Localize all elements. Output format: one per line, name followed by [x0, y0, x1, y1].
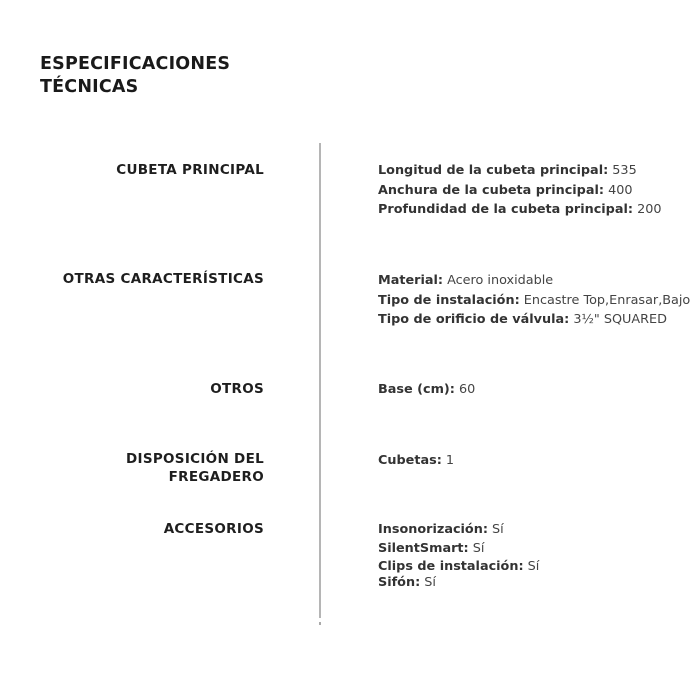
spec-value: Sí [472, 540, 485, 556]
section-label-disposicion-fregadero [126, 450, 264, 486]
spec-row-insonorizacion [378, 521, 539, 540]
vertical-divider [319, 143, 321, 618]
spec-value: 200 [637, 202, 662, 217]
spec-value: Acero inoxidable [447, 273, 554, 288]
section-label-line: OTRAS CARACTERÍSTICAS [62, 271, 264, 287]
spec-key: Insonorización: [378, 522, 488, 537]
spec-row-longitud [378, 161, 662, 181]
spec-row-cubetas [378, 451, 454, 471]
page-title-line-2: TÉCNICAS [40, 77, 139, 97]
divider-end-mark [319, 622, 321, 625]
specs-disposicion-fregadero [378, 451, 454, 471]
specs-accesorios [378, 521, 539, 592]
spec-value: Sí [424, 574, 436, 590]
specs-cubeta-principal [378, 161, 662, 220]
spec-value: 535 [612, 163, 637, 178]
spec-row-tipo-orificio [378, 310, 690, 330]
section-label-otros [210, 380, 264, 398]
spec-key: Tipo de instalación: [378, 292, 520, 308]
spec-row-tipo-instalacion [378, 291, 690, 311]
section-label-line: CUBETA PRINCIPAL [116, 162, 264, 178]
spec-key: Cubetas: [378, 453, 442, 468]
section-label-accesorios [164, 520, 264, 538]
spec-value: Encastre Top,Enrasar,Bajo [523, 292, 691, 308]
spec-value: 1 [445, 453, 455, 468]
spec-key: Profundidad de la cubeta principal: [378, 202, 633, 217]
spec-value: 400 [608, 182, 633, 198]
spec-value: Sí [492, 522, 504, 537]
specs-otras-caracteristicas [378, 271, 690, 330]
section-label-cubeta-principal [116, 161, 264, 179]
spec-key: Sifón: [378, 574, 421, 590]
spec-value: 3½" SQUARED [573, 312, 667, 327]
spec-value: 60 [458, 382, 476, 397]
spec-key: Anchura de la cubeta principal: [378, 182, 604, 198]
section-label-line: FREGADERO [168, 469, 264, 485]
spec-row-profundidad [378, 200, 662, 220]
section-label-line: OTROS [210, 381, 264, 397]
section-label-line: ACCESORIOS [163, 521, 264, 537]
spec-row-anchura [378, 181, 662, 201]
specs-otros [378, 380, 475, 400]
page-title-line-1: ESPECIFICACIONES [40, 54, 231, 74]
spec-row-silentsmart [378, 540, 539, 559]
spec-key: Longitud de la cubeta principal: [378, 163, 609, 178]
section-label-line: DISPOSICIÓN DEL [125, 451, 264, 467]
spec-key: Material: [378, 273, 444, 288]
page-title [40, 53, 230, 99]
spec-key: Clips de instalación: [378, 559, 524, 574]
spec-key: Base (cm): [378, 382, 455, 397]
spec-row-base [378, 380, 475, 400]
spec-key: Tipo de orificio de válvula: [378, 312, 570, 327]
spec-value: Sí [527, 559, 540, 574]
section-label-otras-caracteristicas [63, 270, 264, 288]
spec-row-material [378, 271, 690, 291]
spec-key: SilentSmart: [378, 540, 469, 556]
